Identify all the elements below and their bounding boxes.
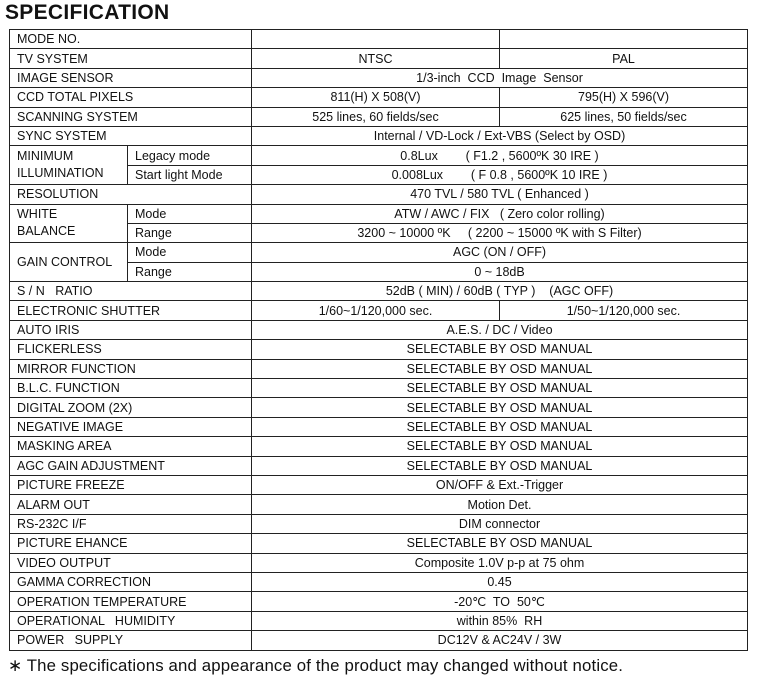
masking-label: MASKING AREA [10, 437, 252, 456]
table-row [10, 340, 748, 359]
start-light-value: 0.008Lux ( F 0.8 , 5600ºK 10 IRE ) [252, 165, 748, 184]
table-row [10, 592, 748, 611]
ccd-pixels-ntsc: 811(H) X 508(V) [252, 88, 500, 107]
mode-no-label: MODE NO. [10, 30, 252, 49]
table-row [10, 379, 748, 398]
ccd-pixels-label: CCD TOTAL PIXELS [10, 88, 252, 107]
table-row [10, 495, 748, 514]
white-balance-label [10, 204, 128, 243]
gain-mode-label: Mode [128, 243, 252, 262]
legacy-mode-value: 0.8Lux ( F1.2 , 5600ºK 30 IRE ) [252, 146, 748, 165]
rs232-label: RS-232C I/F [10, 514, 252, 533]
flickerless-value: SELECTABLE BY OSD MANUAL [252, 340, 748, 359]
white-balance-label-1: WHITE [17, 207, 58, 222]
ntsc-header: NTSC [252, 49, 500, 68]
gain-control-label: GAIN CONTROL [10, 243, 128, 282]
table-row [10, 514, 748, 533]
wb-mode-value: ATW / AWC / FIX ( Zero color rolling) [252, 204, 748, 223]
pal-header: PAL [500, 49, 748, 68]
enhance-value: SELECTABLE BY OSD MANUAL [252, 534, 748, 553]
power-value: DC12V & AC24V / 3W [252, 631, 748, 650]
sync-label: SYNC SYSTEM [10, 126, 252, 145]
humidity-label: OPERATIONAL HUMIDITY [10, 611, 252, 630]
table-row [10, 146, 748, 165]
rs232-value: DIM connector [252, 514, 748, 533]
table-row [10, 417, 748, 436]
resolution-label: RESOLUTION [10, 185, 252, 204]
op-temp-label: OPERATION TEMPERATURE [10, 592, 252, 611]
min-illum-label-2: ILLUMINATION [17, 166, 104, 181]
blc-label: B.L.C. FUNCTION [10, 379, 252, 398]
auto-iris-value: A.E.S. / DC / Video [252, 320, 748, 339]
agc-adj-value: SELECTABLE BY OSD MANUAL [252, 456, 748, 475]
enhance-label: PICTURE EHANCE [10, 534, 252, 553]
negative-label: NEGATIVE IMAGE [10, 417, 252, 436]
table-row [10, 243, 748, 262]
table-row [10, 107, 748, 126]
tv-system-label: TV SYSTEM [10, 49, 252, 68]
scanning-pal: 625 lines, 50 fields/sec [500, 107, 748, 126]
sn-ratio-value: 52dB ( MIN) / 60dB ( TYP ) (AGC OFF) [252, 282, 748, 301]
table-row [10, 88, 748, 107]
mirror-label: MIRROR FUNCTION [10, 359, 252, 378]
masking-value: SELECTABLE BY OSD MANUAL [252, 437, 748, 456]
humidity-value: within 85% RH [252, 611, 748, 630]
start-light-label: Start light Mode [128, 165, 252, 184]
ccd-pixels-pal: 795(H) X 596(V) [500, 88, 748, 107]
table-row [10, 611, 748, 630]
flickerless-label: FLICKERLESS [10, 340, 252, 359]
table-row [10, 359, 748, 378]
sn-ratio-label: S / N RATIO [10, 282, 252, 301]
shutter-pal: 1/50~1/120,000 sec. [500, 301, 748, 320]
power-label: POWER SUPPLY [10, 631, 252, 650]
table-row [10, 185, 748, 204]
table-row [10, 553, 748, 572]
mode-no-ntsc [252, 30, 500, 49]
alarm-value: Motion Det. [252, 495, 748, 514]
video-out-label: VIDEO OUTPUT [10, 553, 252, 572]
video-out-value: Composite 1.0V p-p at 75 ohm [252, 553, 748, 572]
gamma-label: GAMMA CORRECTION [10, 572, 252, 591]
table-row [10, 49, 748, 68]
sync-value: Internal / VD-Lock / Ext-VBS (Select by OSD) [252, 126, 748, 145]
legacy-mode-label: Legacy mode [128, 146, 252, 165]
table-row [10, 126, 748, 145]
table-row [10, 534, 748, 553]
wb-range-value: 3200 ~ 10000 ºK ( 2200 ~ 15000 ºK with S Filter) [252, 223, 748, 242]
gain-range-label: Range [128, 262, 252, 281]
disclaimer-note: ∗ The specifications and appearance of the product may changed without notice. [8, 656, 624, 675]
auto-iris-label: AUTO IRIS [10, 320, 252, 339]
table-row [10, 204, 748, 223]
table-row [10, 456, 748, 475]
blc-value: SELECTABLE BY OSD MANUAL [252, 379, 748, 398]
negative-value: SELECTABLE BY OSD MANUAL [252, 417, 748, 436]
table-row [10, 301, 748, 320]
table-row [10, 30, 748, 49]
table-row [10, 437, 748, 456]
gain-range-value: 0 ~ 18dB [252, 262, 748, 281]
table-row [10, 572, 748, 591]
page-title: SPECIFICATION [5, 1, 170, 24]
mirror-value: SELECTABLE BY OSD MANUAL [252, 359, 748, 378]
min-illum-label [10, 146, 128, 185]
min-illum-label-1: MINIMUM [17, 149, 74, 164]
zoom-label: DIGITAL ZOOM (2X) [10, 398, 252, 417]
wb-mode-label: Mode [128, 204, 252, 223]
wb-range-label: Range [128, 223, 252, 242]
image-sensor-label: IMAGE SENSOR [10, 68, 252, 87]
zoom-value: SELECTABLE BY OSD MANUAL [252, 398, 748, 417]
image-sensor-value: 1/3-inch CCD Image Sensor [252, 68, 748, 87]
table-row [10, 631, 748, 650]
scanning-label: SCANNING SYSTEM [10, 107, 252, 126]
alarm-label: ALARM OUT [10, 495, 252, 514]
table-row [10, 320, 748, 339]
freeze-label: PICTURE FREEZE [10, 475, 252, 494]
table-row [10, 68, 748, 87]
table-row [10, 475, 748, 494]
table-row [10, 398, 748, 417]
freeze-value: ON/OFF & Ext.-Trigger [252, 475, 748, 494]
spec-table [9, 29, 748, 651]
resolution-value: 470 TVL / 580 TVL ( Enhanced ) [252, 185, 748, 204]
gain-mode-value: AGC (ON / OFF) [252, 243, 748, 262]
white-balance-label-2: BALANCE [17, 224, 76, 239]
table-row [10, 282, 748, 301]
shutter-ntsc: 1/60~1/120,000 sec. [252, 301, 500, 320]
agc-adj-label: AGC GAIN ADJUSTMENT [10, 456, 252, 475]
shutter-label: ELECTRONIC SHUTTER [10, 301, 252, 320]
gamma-value: 0.45 [252, 572, 748, 591]
op-temp-value: -20℃ TO 50℃ [252, 592, 748, 611]
scanning-ntsc: 525 lines, 60 fields/sec [252, 107, 500, 126]
mode-no-pal [500, 30, 748, 49]
